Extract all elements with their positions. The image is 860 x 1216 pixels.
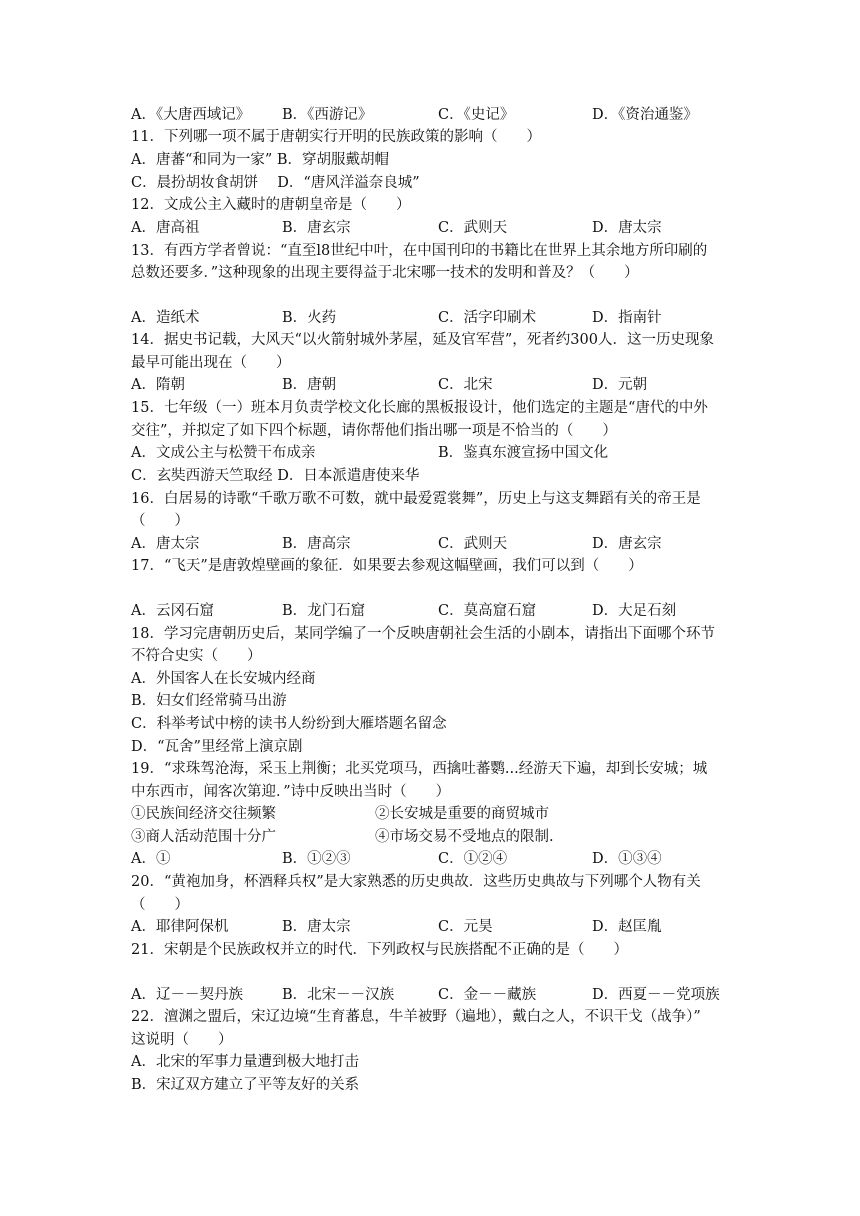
- question-15-stem: 15．七年级（一）班本月负责学校文化长廊的黑板报设计，他们选定的主题是“唐代的中外: [131, 400, 708, 416]
- option-a: A．辽－－契丹族: [131, 987, 243, 1003]
- option-a: A．隋朝: [131, 377, 185, 393]
- question-18-option-d: D．“瓦舍”里经常上演京剧: [131, 739, 303, 755]
- option-c: C．北宋: [438, 377, 493, 393]
- option-a: A．云冈石窟: [131, 603, 214, 619]
- answer-options-row: [131, 217, 731, 239]
- option-a: A．造纸术: [131, 310, 200, 326]
- option-a: A．文成公主与松赞干布成亲: [131, 445, 316, 461]
- question-11-options-ab: A．唐蕃“和同为一家” B．穿胡服戴胡帽: [131, 152, 390, 168]
- statement-row: [131, 826, 731, 848]
- option-a: A．唐太宗: [131, 536, 200, 552]
- option-d: D．大足石刻: [592, 603, 677, 619]
- question-16-stem: 16．白居易的诗歌“千歌万歌不可数，就中最爱霓裳舞”，历史上与这支舞蹈有关的帝王是: [131, 491, 701, 507]
- question-22-stem: 22．澶渊之盟后，宋辽边境“生育蕃息，牛羊被野（遍地），戴白之人，不识干戈（战争）”: [131, 1009, 701, 1025]
- option-b: B．唐玄宗: [282, 220, 351, 236]
- question-18-option-b: B．妇女们经常骑马出游: [131, 693, 287, 709]
- question-22-option-b: B．宋辽双方建立了平等友好的关系: [131, 1077, 360, 1093]
- answer-options-row: [131, 104, 731, 126]
- option-a: A．唐高祖: [131, 220, 200, 236]
- question-21-stem: 21．宋朝是个民族政权并立的时代．下列政权与民族搭配不正确的是（ ）: [131, 942, 628, 958]
- question-20-stem-cont: （ ）: [131, 897, 189, 913]
- option-a: A．耶律阿保机: [131, 919, 229, 935]
- option-d: D．元朝: [592, 377, 648, 393]
- option-c: C．活字印刷术: [438, 310, 537, 326]
- question-17-stem: 17．“飞天”是唐敦煌壁画的象征．如果要去参观这幅壁画，我们可以到（ ）: [131, 558, 643, 574]
- option-d: D．唐太宗: [592, 220, 662, 236]
- option-b: B．鉴真东渡宣扬中国文化: [438, 445, 609, 461]
- question-16-stem-cont: （ ）: [131, 513, 189, 529]
- option-d: D．①③④: [592, 851, 662, 867]
- option-b: B．火药: [282, 310, 337, 326]
- option-d: D．西夏－－党项族: [592, 987, 720, 1003]
- option-a: A．①: [131, 851, 171, 867]
- question-19-stem: 19．“求珠驾沧海，采玉上荆衡；北买党项马，西擒吐蕃鹦...经游天下遍，却到长安城；城: [131, 761, 708, 777]
- option-d: D．指南针: [592, 310, 662, 326]
- question-18-option-c: C．科举考试中榜的读书人纷纷到大雁塔题名留念: [131, 716, 447, 732]
- question-12-stem: 12．文成公主入藏时的唐朝皇帝是（ ）: [131, 197, 411, 213]
- statement-row: [131, 803, 731, 825]
- question-18-stem-cont: 不符合史实（ ）: [131, 648, 262, 664]
- answer-options-row: [131, 916, 731, 938]
- option-c: C．《史记》: [438, 107, 515, 123]
- question-14-stem-cont: 最早可能出现在（ ）: [131, 355, 291, 371]
- option-c: C．莫高窟石窟: [438, 603, 537, 619]
- option-c: C．武则天: [438, 536, 508, 552]
- question-15-stem-cont: 交往”，并拟定了如下四个标题，请你帮他们指出哪一项是不恰当的（ ）: [131, 423, 617, 439]
- statement-2: ②长安城是重要的商贸城市: [375, 806, 549, 822]
- question-11-options-cd: C．晨扮胡妆食胡饼 D．“唐风洋溢奈良城”: [131, 175, 420, 191]
- statement-1: ①民族间经济交往频繁: [131, 806, 276, 822]
- question-14-stem: 14．据史书记载，大风天“以火箭射城外茅屋，延及官军营”，死者约300人．这一历史现象: [131, 332, 714, 348]
- option-b: B．龙门石窟: [282, 603, 366, 619]
- answer-options-row: [131, 374, 731, 396]
- answer-options-row: [131, 442, 731, 464]
- statement-3: ③商人活动范围十分广: [131, 829, 276, 845]
- option-d: D．唐玄宗: [592, 536, 662, 552]
- option-c: C．元昊: [438, 919, 493, 935]
- option-b: B．《西游记》: [282, 107, 373, 123]
- question-22-option-a: A．北宋的军事力量遭到极大地打击: [131, 1054, 359, 1070]
- question-13-stem-cont: 总数还要多．”这种现象的出现主要得益于北宋哪一技术的发明和普及？（ ）: [131, 265, 639, 281]
- question-22-stem-cont: 这说明（ ）: [131, 1032, 233, 1048]
- question-18-option-a: A．外国客人在长安城内经商: [131, 671, 316, 687]
- answer-options-row: [131, 848, 731, 870]
- option-d: D．赵匡胤: [592, 919, 662, 935]
- question-11-stem: 11．下列哪一项不属于唐朝实行开明的民族政策的影响（ ）: [131, 129, 541, 145]
- question-15-options-cd: C．玄奘西游天竺取经 D．日本派遣唐使来华: [131, 468, 420, 484]
- option-d: D．《资治通鉴》: [592, 107, 698, 123]
- option-b: B．唐高宗: [282, 536, 351, 552]
- option-b: B．唐朝: [282, 377, 337, 393]
- answer-options-row: [131, 533, 731, 555]
- option-c: C．金－－藏族: [438, 987, 537, 1003]
- answer-options-row: [131, 600, 731, 622]
- answer-options-row: [131, 984, 731, 1006]
- question-20-stem: 20．“黄袍加身，杯酒释兵权”是大家熟悉的历史典故．这些历史典故与下列哪个人物有关: [131, 874, 701, 890]
- option-c: C．武则天: [438, 220, 508, 236]
- option-b: B．北宋－－汉族: [282, 987, 395, 1003]
- option-b: B．①②③: [282, 851, 351, 867]
- question-18-stem: 18．学习完唐朝历史后，某同学编了一个反映唐朝社会生活的小剧本，请指出下面哪个环节: [131, 626, 715, 642]
- option-c: C．①②④: [438, 851, 508, 867]
- option-b: B．唐太宗: [282, 919, 351, 935]
- question-13-stem: 13．有西方学者曾说：“直至l8世纪中叶，在中国刊印的书籍比在世界上其余地方所印刷的: [131, 243, 708, 259]
- statement-4: ④市场交易不受地点的限制.: [375, 829, 554, 845]
- option-a: A．《大唐西域记》: [131, 107, 251, 123]
- question-19-stem-cont: 中东西市，闻客次第迎．”诗中反映出当时（ ）: [131, 784, 451, 800]
- answer-options-row: [131, 307, 731, 329]
